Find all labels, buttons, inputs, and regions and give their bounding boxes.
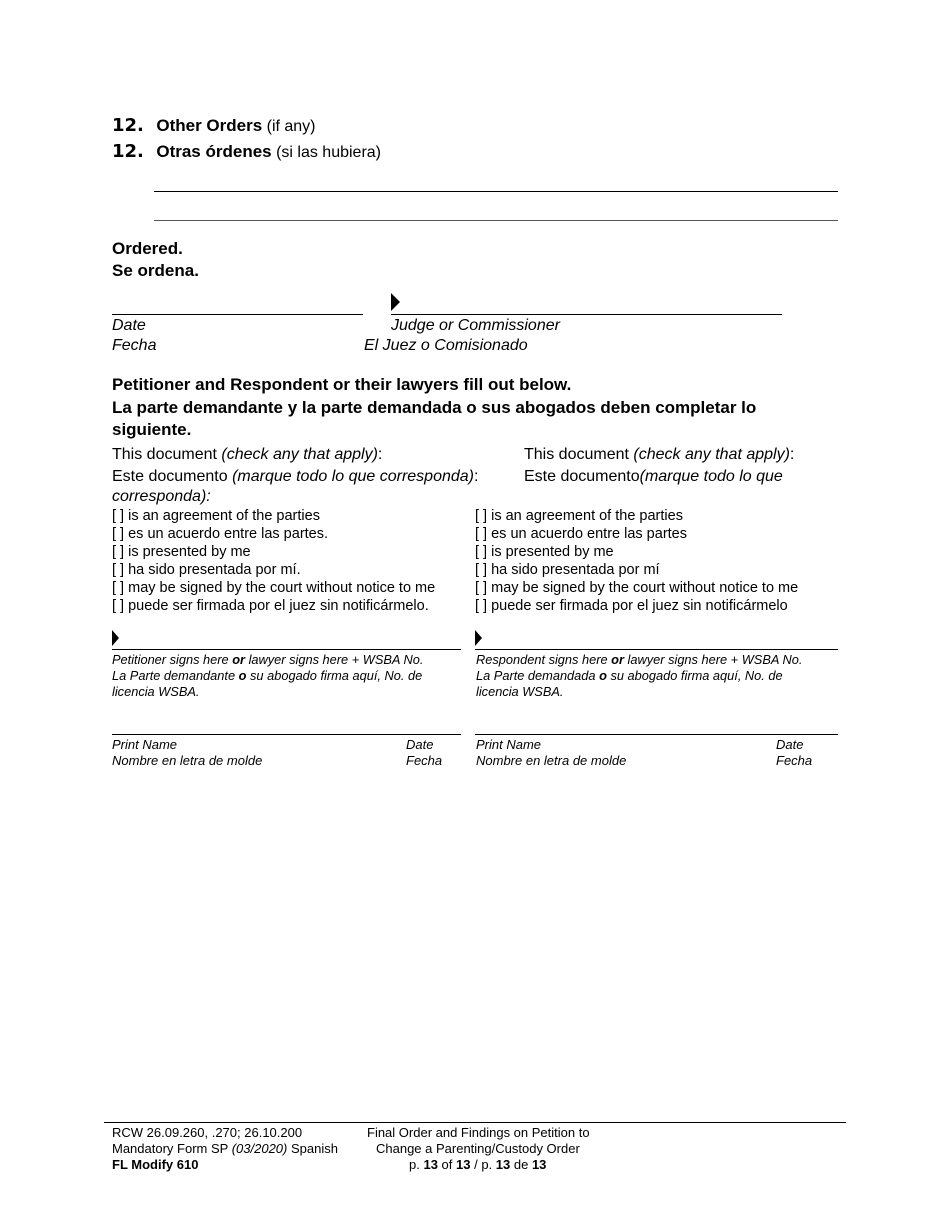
respondent-sign-caption-1: Respondent signs here or lawyer signs here + WSBA No. <box>476 652 803 667</box>
petitioner-doc-es <box>112 468 478 486</box>
petitioner-check-presented[interactable]: [ ] is presented by me <box>112 544 251 560</box>
instructions-line-3: siguiente. <box>112 420 192 439</box>
footer-form <box>112 1141 338 1156</box>
respondent-sign-caption <box>476 652 838 700</box>
date-signature-line[interactable] <box>112 314 363 315</box>
sign-arrow-icon <box>391 293 400 311</box>
footer-form-id: FL Modify 610 <box>112 1157 199 1172</box>
footer-title-1: Final Order and Findings on Petition to <box>367 1125 590 1140</box>
petitioner-doc-en-note: (check any that apply) <box>221 446 378 463</box>
petitioner-print-name-en: Print Name <box>112 737 178 752</box>
section-title-en-suffix: (if any) <box>266 118 316 135</box>
petitioner-sign-caption-3: licencia WSBA. <box>112 684 200 699</box>
petitioner-doc-en-colon: : <box>377 446 383 463</box>
section-heading-en <box>112 115 316 136</box>
petitioner-date-en: Date <box>406 737 434 752</box>
respondent-doc-es-text: Este documento <box>524 468 640 485</box>
section-title-es: Otras órdenes <box>156 142 272 161</box>
footer-rule <box>104 1122 846 1123</box>
petitioner-check-no-notice-es[interactable]: [ ] puede ser firmada por el juez sin notificármelo. <box>112 598 429 614</box>
respondent-check-presented[interactable]: [ ] is presented by me <box>475 544 614 560</box>
respondent-date-en: Date <box>776 737 804 752</box>
section-heading-es <box>112 141 381 162</box>
respondent-sign-caption-3: licencia WSBA. <box>476 684 564 699</box>
petitioner-doc-en-text: This document <box>112 446 217 463</box>
petitioner-sign-caption-1: Petitioner signs here or lawyer signs here + WSBA No. <box>112 652 424 667</box>
instructions-line-1: Petitioner and Respondent or their lawyers fill out below. <box>112 375 572 394</box>
respondent-print-name-line[interactable] <box>475 734 838 735</box>
petitioner-print-name-es: Nombre en letra de molde <box>112 753 263 768</box>
footer-form-date: (03/2020) <box>231 1141 288 1156</box>
petitioner-doc-es-colon: : <box>474 468 479 485</box>
section-title-es-suffix: (si las hubiera) <box>276 144 381 161</box>
respondent-print-name-es: Nombre en letra de molde <box>476 753 627 768</box>
ordered-en: Ordered. <box>112 239 183 258</box>
petitioner-check-no-notice[interactable]: [ ] may be signed by the court without notice to me <box>112 580 436 596</box>
petitioner-date-es: Fecha <box>406 753 443 768</box>
petitioner-check-presented-es[interactable]: [ ] ha sido presentada por mí. <box>112 562 301 578</box>
date-label-es: Fecha <box>112 337 157 354</box>
respondent-check-presented-es[interactable]: [ ] ha sido presentada por mí <box>475 562 660 578</box>
section-title-en: Other Orders <box>156 116 263 135</box>
petitioner-check-agreement-es[interactable]: [ ] es un acuerdo entre las partes. <box>112 526 329 542</box>
respondent-doc-en-note: (check any that apply) <box>633 446 790 463</box>
judge-signature-line[interactable] <box>391 314 782 315</box>
petitioner-doc-en <box>112 446 382 464</box>
other-orders-line-2[interactable] <box>154 220 838 221</box>
footer-title-2: Change a Parenting/Custody Order <box>376 1141 580 1156</box>
other-orders-line-1[interactable] <box>154 191 838 192</box>
petitioner-signature-line[interactable] <box>112 649 461 650</box>
date-label-en: Date <box>112 317 146 334</box>
judge-label-es: El Juez o Comisionado <box>364 337 528 354</box>
respondent-check-agreement[interactable]: [ ] is an agreement of the parties <box>475 508 683 524</box>
respondent-sign-arrow-icon <box>475 630 482 646</box>
respondent-check-agreement-es[interactable]: [ ] es un acuerdo entre las partes <box>475 526 687 542</box>
footer-form-pre: Mandatory Form SP <box>112 1141 232 1156</box>
petitioner-sign-caption <box>112 652 462 700</box>
judge-label-en: Judge or Commissioner <box>391 317 560 334</box>
respondent-signature-line[interactable] <box>475 649 838 650</box>
respondent-check-no-notice-es[interactable]: [ ] puede ser firmada por el juez sin notificármelo <box>475 598 788 614</box>
respondent-doc-es-note: (marque todo lo que <box>639 468 783 485</box>
petitioner-doc-es-note: (marque todo lo que corresponda) <box>232 468 474 485</box>
petitioner-doc-es-text: Este documento <box>112 468 228 485</box>
petitioner-doc-es-note-2: corresponda): <box>112 488 211 505</box>
respondent-doc-es <box>524 468 783 486</box>
respondent-print-name-en: Print Name <box>476 737 542 752</box>
petitioner-sign-arrow-icon <box>112 630 119 646</box>
petitioner-sign-caption-2: La Parte demandante o su abogado firma aquí, No. de <box>112 668 423 683</box>
footer-form-post: Spanish <box>287 1141 338 1156</box>
footer-rcw: RCW 26.09.260, .270; 26.10.200 <box>112 1125 303 1140</box>
section-number: 12. <box>112 115 144 136</box>
petitioner-check-agreement[interactable]: [ ] is an agreement of the parties <box>112 508 320 524</box>
petitioner-print-name-line[interactable] <box>112 734 461 735</box>
instructions-line-2: La parte demandante y la parte demandada o sus abogados deben completar lo <box>112 398 757 417</box>
respondent-doc-en-text: This document <box>524 446 629 463</box>
ordered-es: Se ordena. <box>112 261 199 280</box>
section-number-es: 12. <box>112 141 144 162</box>
respondent-check-no-notice[interactable]: [ ] may be signed by the court without notice to me <box>475 580 799 596</box>
respondent-date-es: Fecha <box>776 753 813 768</box>
respondent-sign-caption-2: La Parte demandada o su abogado firma aquí, No. de <box>476 668 783 683</box>
respondent-doc-en-colon: : <box>789 446 795 463</box>
footer-page-number: p. 13 of 13 / p. 13 de 13 <box>409 1157 547 1172</box>
respondent-doc-en <box>524 446 794 464</box>
